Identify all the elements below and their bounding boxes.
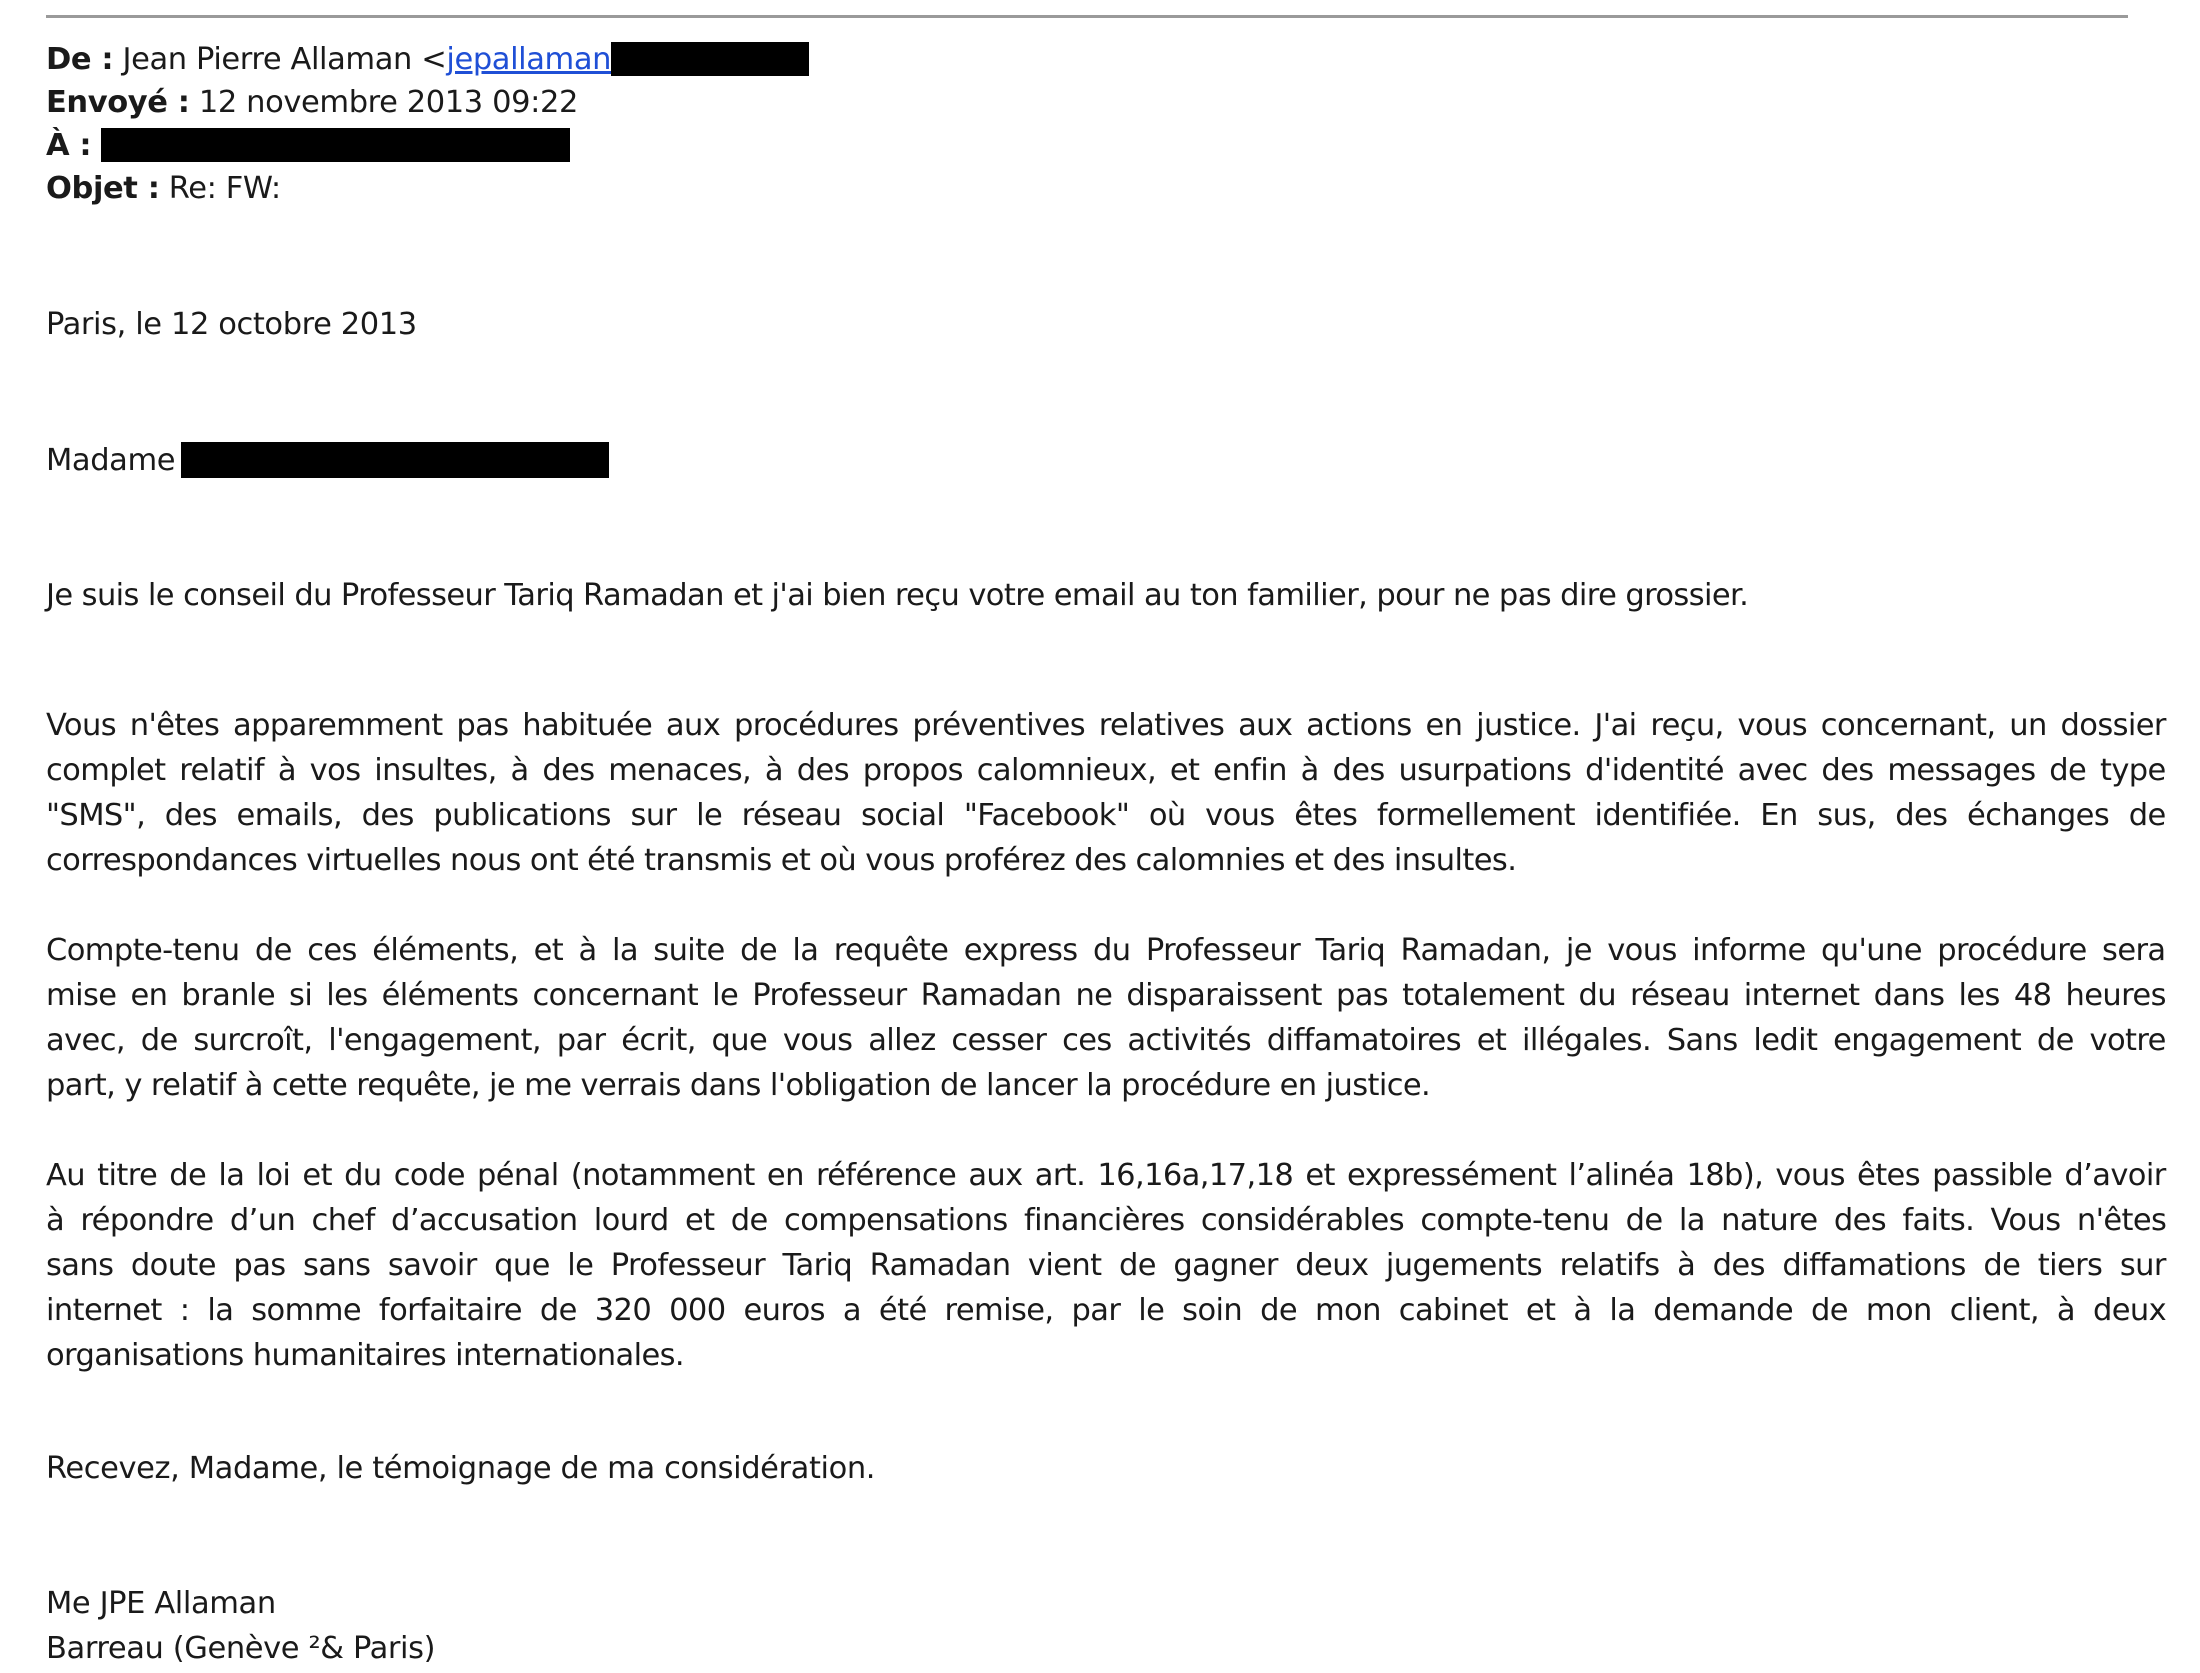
paragraph-line: Compte-tenu de ces éléments, et à la suite de la requête express du Professeur Tariq Ramadan, je vous informe qu'une procédure sera xyxy=(46,933,2166,968)
email-document xyxy=(46,38,2167,1666)
paragraph-line: complet relatif à vos insultes, à des menaces, à des propos calomnieux, et enfin à des usurpations d'identité avec des messages de type xyxy=(46,753,2166,788)
paragraph-2 xyxy=(46,703,2166,883)
paragraph-line: internet : la somme forfaitaire de 320 000 euros a été remise, par le soin de mon cabinet et à la demande de mon client, à deux xyxy=(46,1293,2167,1328)
letter-date: Paris, le 12 octobre 2013 xyxy=(46,307,417,342)
paragraph-line: mise en branle si les éléments concernant le Professeur Ramadan ne disparaissent pas totalement du réseau internet dans les 48 heures xyxy=(46,978,2166,1013)
redaction-from-email xyxy=(611,42,809,76)
from-label: De : xyxy=(46,42,114,77)
to-label: À : xyxy=(46,128,92,163)
from-row xyxy=(46,38,2166,81)
paragraph-3 xyxy=(46,928,2166,1108)
redaction-recipient xyxy=(101,128,570,162)
email-header xyxy=(46,38,2166,210)
sent-label: Envoyé : xyxy=(46,85,190,120)
paragraph-line: correspondances virtuelles nous ont été transmis et où vous proférez des calomnies et des insultes. xyxy=(46,843,1517,878)
letter-salutation-row xyxy=(46,438,609,483)
letter-closing: Recevez, Madame, le témoignage de ma considération. xyxy=(46,1451,876,1486)
subject-value: Re: FW: xyxy=(168,171,281,206)
subject-label: Objet : xyxy=(46,171,160,206)
paragraph-line: organisations humanitaires internationales. xyxy=(46,1338,685,1373)
to-row xyxy=(46,124,2166,167)
paragraph-line: à répondre d’un chef d’accusation lourd et de compensations financières considérables compte-tenu de la nature des faits. Vous n'êtes xyxy=(46,1203,2167,1238)
paragraph-line: "SMS", des emails, des publications sur le réseau social "Facebook" où vous êtes formellement identifiée. En sus, des échanges de xyxy=(46,798,2166,833)
paragraph-line: Au titre de la loi et du code pénal (notamment en référence aux art. 16,16a,17,18 et expressément l’alinéa 18b), vous êtes passible d’avoir xyxy=(46,1158,2166,1193)
top-divider xyxy=(46,15,2128,18)
paragraph-line: sans doute pas sans savoir que le Professeur Tariq Ramadan vient de gagner deux jugements relatifs à des diffamations de tiers sur xyxy=(46,1248,2166,1283)
paragraph-line: Je suis le conseil du Professeur Tariq Ramadan et j'ai bien reçu votre email au ton familier, pour ne pas dire grossier. xyxy=(46,578,1749,613)
signature-name: Me JPE Allaman xyxy=(46,1586,276,1621)
subject-row xyxy=(46,167,2166,210)
paragraph-1 xyxy=(46,573,2166,618)
redaction-addressee xyxy=(181,442,609,478)
sent-row xyxy=(46,81,2166,124)
paragraph-4 xyxy=(46,1153,2166,1378)
paragraph-line: part, y relatif à cette requête, je me verrais dans l'obligation de lancer la procédure en justice. xyxy=(46,1068,1431,1103)
sent-value: 12 novembre 2013 09:22 xyxy=(198,85,578,120)
from-email-link[interactable]: jepallaman xyxy=(446,42,612,77)
from-name: Jean Pierre Allaman < xyxy=(122,42,447,77)
paragraph-line: avec, de surcroît, l'engagement, par écrit, que vous allez cesser ces activités diffamatoires et illégales. Sans ledit engagement de votre xyxy=(46,1023,2166,1058)
paragraph-line: Vous n'êtes apparemment pas habituée aux procédures préventives relatives aux actions en justice. J'ai reçu, vous concernant, un dossier xyxy=(46,708,2166,743)
signature-bar: Barreau (Genève ²& Paris) xyxy=(46,1631,436,1666)
letter-salutation: Madame xyxy=(46,443,176,478)
